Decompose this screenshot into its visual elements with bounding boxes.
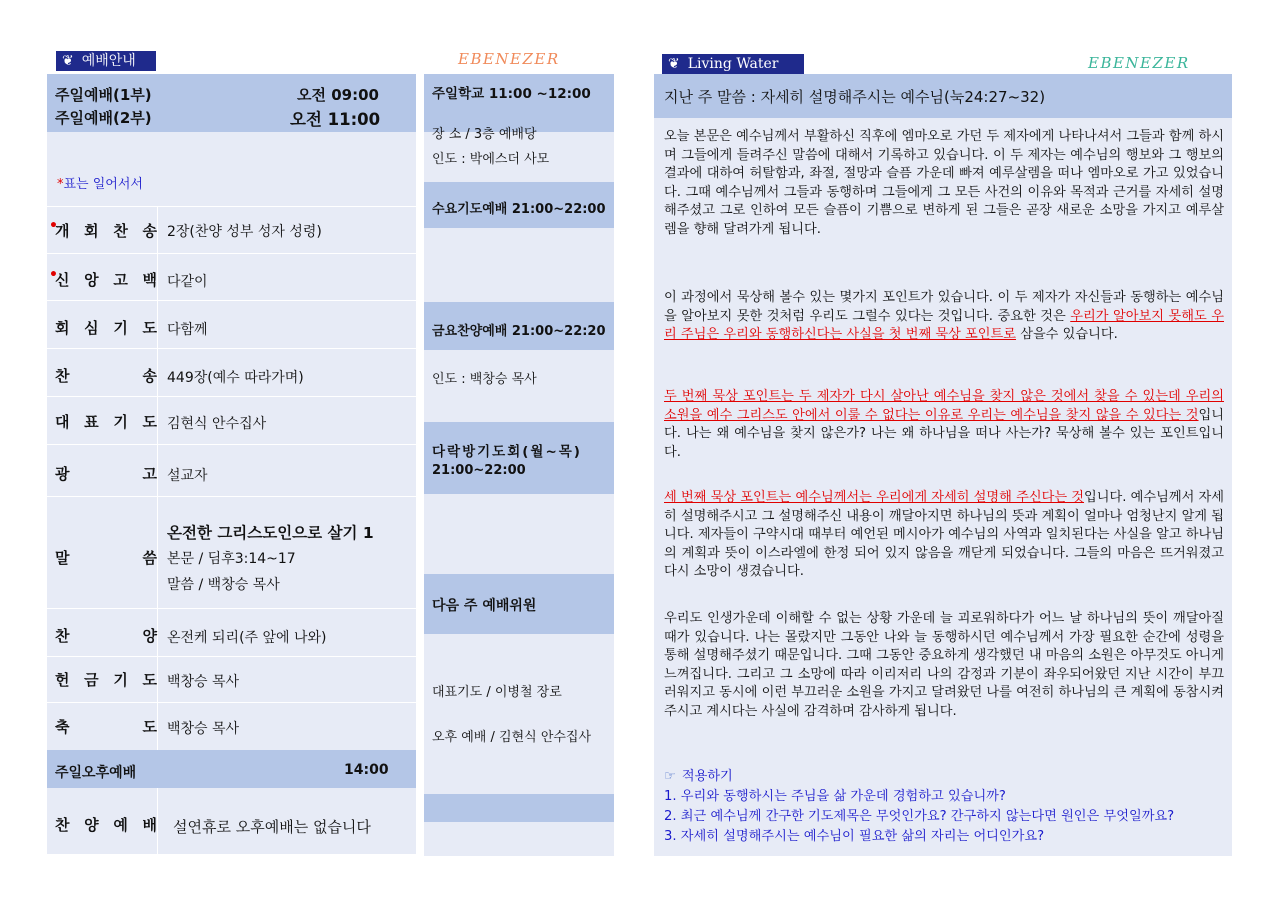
wednesday-title: 수요기도예배 21:00~22:00 xyxy=(432,202,606,217)
label-sermon: 말 씀 xyxy=(55,549,157,567)
first-point-highlight: 우리가 알아보지 못해도 우리 주님은 우리와 동행하신다는 사실을 첫 번째 묵상 포인트로 xyxy=(664,308,1224,343)
schedule-panel xyxy=(424,74,614,856)
paragraph-2-end: 삼을수 있습니다. xyxy=(1016,327,1118,343)
leaf-icon: ❦ xyxy=(62,53,74,69)
article-paragraph-1: 오늘 본문은 예수님께서 부활하신 직후에 엠마오로 가던 두 제자에게 나타나셔서 그들과 함께 하시며 그들에게 들려주신 말씀에 대해서 기록하고 있습니다. 이 두 제자는 예수님의 행보와 그 행보의 결과에 대하여 허탈함과, 좌절, 절망과 슬픔 가운데 빠져 예루살렘을 떠나 엠마오로 가고 있었습니다. 그때 예수님께서 그들과 동행하며 그들에게 그 모든 사건의 이유와 목적과 근거를 자세히 설명해주셨고 그로 인하여 모든 슬픔이 기쁨으로 변하게 된 그들은 곧장 새로운 소망을 가지고 예루살렘을 향해 달려가게 됩니다. xyxy=(664,129,1224,237)
sermon-text: 본문 / 딤후3:14~17 xyxy=(167,551,296,567)
article-paragraph-2 xyxy=(664,289,1224,345)
section-tag-living-water xyxy=(662,54,804,74)
sunday-school-title: 주일학교 11:00 ~12:00 xyxy=(432,86,591,102)
apply-title-text: 적용하기 xyxy=(681,769,733,784)
service-1-time: 오전 09:00 xyxy=(297,86,379,104)
service-2-time: 오전 11:00 xyxy=(290,110,381,129)
article-title: 지난 주 말씀 : 자세히 설명해주시는 예수님(눅24:27~32) xyxy=(654,74,1232,118)
ebenezer-right: EBENEZER xyxy=(1088,54,1190,72)
label-praise: 찬 양 xyxy=(55,627,157,645)
apply-title xyxy=(664,768,733,787)
asterisk-icon: * xyxy=(57,177,64,192)
value-hymn: 449장(예수 따라가며) xyxy=(167,370,304,386)
next-week-prayer: 대표기도 / 이병철 장로 xyxy=(432,685,562,700)
leaf-icon: ❦ xyxy=(668,56,680,72)
sermon-summary-panel xyxy=(654,74,1232,856)
column-divider xyxy=(157,206,158,750)
paragraph-4-text: 입니다. 예수님께서 자세히 설명해주시고 그 설명해주신 내용이 깨달아지면 하나님의 뜻과 계획이 얼마나 엄청난지 알게 됩니다. 제자들이 구약시대 때부터 예언된 메시아가 예수님의 사역과 일치된다는 사실을 알고 하나님의 계획과 뜻이 이스라엘에 한정 되어 있지 않음을 깨닫게 되었습니다. 그들의 마음은 뜨거워졌고 다시 소망이 생겼습니다. xyxy=(664,490,1225,580)
column-divider xyxy=(157,788,158,854)
ebenezer-left: EBENEZER xyxy=(458,50,560,68)
sunday-school-place: 장 소 / 3층 예배당 xyxy=(432,127,537,142)
label-offering: 헌 금 기 도 xyxy=(55,671,157,689)
section-tag-label: Living Water xyxy=(687,56,779,72)
divider xyxy=(47,300,416,301)
label-announcement: 광 고 xyxy=(55,465,157,483)
value-prayer: 김현식 안수집사 xyxy=(167,416,267,432)
value-opening-hymn: 2장(찬양 성부 성자 성령) xyxy=(167,224,322,240)
standing-note xyxy=(57,173,143,192)
article-paragraph-3 xyxy=(664,388,1224,462)
value-creed: 다같이 xyxy=(167,274,208,290)
next-week-title: 다음 주 예배위원 xyxy=(432,598,537,614)
section-tag-worship xyxy=(56,51,156,71)
divider xyxy=(47,206,416,207)
label-creed: • 신 앙 고 백 xyxy=(49,267,157,289)
divider xyxy=(47,656,416,657)
divider xyxy=(47,444,416,445)
paragraph-3-text: 입니다. 나는 왜 예수님을 찾지 않은가? 나는 왜 하나님을 떠나 사는가? 묵상해 볼수 있는 포인트입니다. xyxy=(664,407,1224,460)
label-prayer: 대 표 기 도 xyxy=(55,413,157,431)
sermon-preacher: 말씀 / 백창승 목사 xyxy=(167,577,280,593)
value-announcement: 설교자 xyxy=(167,468,208,484)
divider xyxy=(47,702,416,703)
second-point-highlight: 두 번째 묵상 포인트는 두 제자가 다시 살아난 예수님을 찾지 않은 것에서 찾을 수 있는데 우리의 소원을 예수 그리스도 안에서 이룰 수 없다는 이유로 우리는 예수님을 찾지 않을 수 있다는 것 xyxy=(664,389,1224,423)
friday-leader: 인도 : 백창승 목사 xyxy=(432,372,537,387)
divider xyxy=(47,608,416,609)
value-confession: 다함께 xyxy=(167,322,208,338)
afternoon-service-name: 주일오후예배 xyxy=(55,765,137,781)
label-confession: 회 심 기 도 xyxy=(55,319,157,337)
value-praise: 온전케 되리(주 앞에 나와) xyxy=(167,630,327,646)
sermon-title: 온전한 그리스도인으로 살기 1 xyxy=(167,524,374,542)
sunday-school-leader: 인도 : 박에스더 사모 xyxy=(432,152,550,167)
section-tag-label: 예배안내 xyxy=(81,53,136,69)
label-hymn: 찬 송 xyxy=(55,367,157,385)
footer-band xyxy=(424,794,614,822)
value-benediction: 백창승 목사 xyxy=(167,721,240,737)
service-1-name: 주일예배(1부) xyxy=(55,86,152,104)
third-point-highlight: 세 번째 묵상 포인트는 예수님께서는 우리에게 자세히 설명해 주신다는 것 xyxy=(664,490,1085,505)
pointing-hand-icon: ☞ xyxy=(664,769,676,784)
divider xyxy=(47,496,416,497)
apply-item-2: 2. 최근 예수님께 간구한 기도제목은 무엇인가요? 간구하지 않는다면 원인은 무엇일까요? xyxy=(664,809,1175,824)
label-praise-service: 찬 양 예 배 xyxy=(55,816,157,834)
service-2-name: 주일예배(2부) xyxy=(55,109,152,127)
label-benediction: 축 도 xyxy=(55,718,157,736)
article-paragraph-4 xyxy=(664,489,1224,582)
label-opening-hymn: • 개 회 찬 송 xyxy=(49,218,157,240)
article-paragraph-5: 우리도 인생가운데 이해할 수 없는 상황 가운데 늘 괴로워하다가 어느 날 하나님의 뜻이 깨달아질 때가 있습니다. 나는 몰랐지만 그동안 나와 늘 동행하시던 예수님께서 가장 필요한 순간에 성령을 통해 설명해주셨기 때문입니다. 그때 그동안 중요하게 생각했던 내 마음의 소원은 아무것도 아니게 느껴집니다. 그리고 그 소망에 따라 이리저리 나의 감정과 기분이 좌우되어왔던 지난 시간이 부끄러워지고 동시에 이런 부끄러운 소원을 가지고 달려왔던 나를 여전히 하나님의 큰 계획에 동참시켜 주시고 계시다는 사실에 감격하며 감사하게 됩니다. xyxy=(664,611,1224,719)
worship-order-panel xyxy=(47,74,416,854)
friday-title: 금요찬양예배 21:00~22:20 xyxy=(432,324,606,339)
value-offering: 백창승 목사 xyxy=(167,674,240,690)
divider xyxy=(47,396,416,397)
divider xyxy=(47,253,416,254)
value-praise-service: 설연휴로 오후예배는 없습니다 xyxy=(173,818,371,836)
standing-note-text: 표는 일어서서 xyxy=(63,177,143,192)
apply-item-1: 1. 우리와 동행하시는 주님을 삶 가운데 경험하고 있습니까? xyxy=(664,789,1006,804)
dawn-prayer-time: 21:00~22:00 xyxy=(432,463,526,478)
dawn-prayer-title: 다락방기도회(월~목) xyxy=(432,444,582,460)
afternoon-service-time: 14:00 xyxy=(344,762,389,778)
divider xyxy=(47,348,416,349)
next-week-afternoon: 오후 예배 / 김현식 안수집사 xyxy=(432,730,592,745)
apply-item-3: 3. 자세히 설명해주시는 예수님이 필요한 삶의 자리는 어디인가요? xyxy=(664,829,1045,844)
paragraph-2-text: 이 과정에서 묵상해 볼수 있는 몇가지 포인트가 있습니다. 이 두 제자가 자신들과 동행하는 예수님을 알아보지 못한 것처럼 우리도 그럴수 있다는 것입니다. 중요한 것은 xyxy=(664,290,1224,324)
